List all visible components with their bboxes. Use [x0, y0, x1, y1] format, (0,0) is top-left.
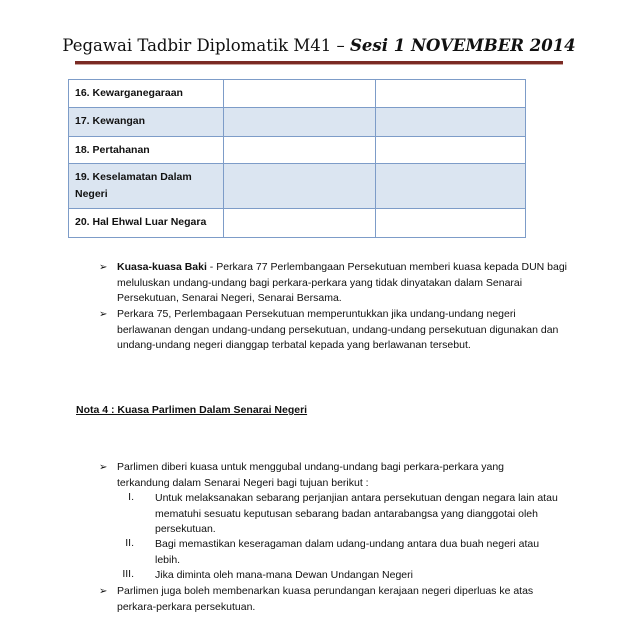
roman-numeral: I.	[128, 491, 134, 503]
table-cell: 17. Kewangan	[69, 108, 224, 137]
header-rule	[75, 61, 563, 65]
arrow-bullet-icon: ➢	[99, 262, 108, 273]
list-item: Parlimen juga boleh membenarkan kuasa perundangan kerajaan negeri diperluas ke atas perkara-perkara persekutuan.	[117, 585, 534, 613]
subjects-table	[68, 79, 526, 238]
sub-list-item: Bagi memastikan keseragaman dalam udang-undang antara dua buah negeri atau lebih.	[155, 538, 540, 566]
roman-numeral: III.	[122, 568, 134, 580]
list-item: Perkara 75, Perlembagaan Persekutuan memperuntukkan jika undang-undang negeri berlawanan dengan undang-undang persekutuan, undang-undang persekutuan digunakan dan undang-undang negeri dianggap terbatal kepada yang berlawanan tersebut.	[117, 308, 559, 351]
table-cell: 18. Pertahanan	[69, 137, 224, 164]
table-cell: 16. Kewarganegaraan	[69, 80, 224, 108]
table-cell: 20. Hal Ehwal Luar Negara	[69, 209, 224, 238]
sub-list-item: Untuk melaksanakan sebarang perjanjian antara persekutuan dengan negara lain atau mematuhi sesuatu keputusan sebarang badan antarabangsa yang dianggotai oleh persekutuan.	[155, 492, 558, 535]
sub-list-item: Jika diminta oleh mana-mana Dewan Undangan Negeri	[155, 569, 413, 581]
header-title: Pegawai Tadbir Diplomatik M41 –	[62, 36, 350, 55]
page-header	[0, 36, 638, 55]
table-cell: 19. Keselamatan Dalam Negeri	[69, 164, 224, 209]
arrow-bullet-icon: ➢	[99, 586, 108, 597]
header-session: Sesi 1 NOVEMBER 2014	[350, 36, 576, 55]
list-item: Kuasa-kuasa Baki - Perkara 77 Perlembangaan Persekutuan memberi kuasa kepada DUN bagi meluluskan undang-undang bagi perkara-perkara yang tidak dinyatakan dalam Senarai Persekutuan, Senarai Negeri, Senarai Bersama.	[117, 261, 568, 304]
roman-numeral: II.	[125, 537, 134, 549]
arrow-bullet-icon: ➢	[99, 462, 108, 473]
arrow-bullet-icon: ➢	[99, 309, 108, 320]
section-heading: Nota 4 : Kuasa Parlimen Dalam Senarai Negeri	[76, 404, 308, 416]
list-item: Parlimen diberi kuasa untuk menggubal undang-undang bagi perkara-perkara yang terkandung dalam Senarai Negeri bagi tujuan berikut :	[117, 461, 505, 489]
